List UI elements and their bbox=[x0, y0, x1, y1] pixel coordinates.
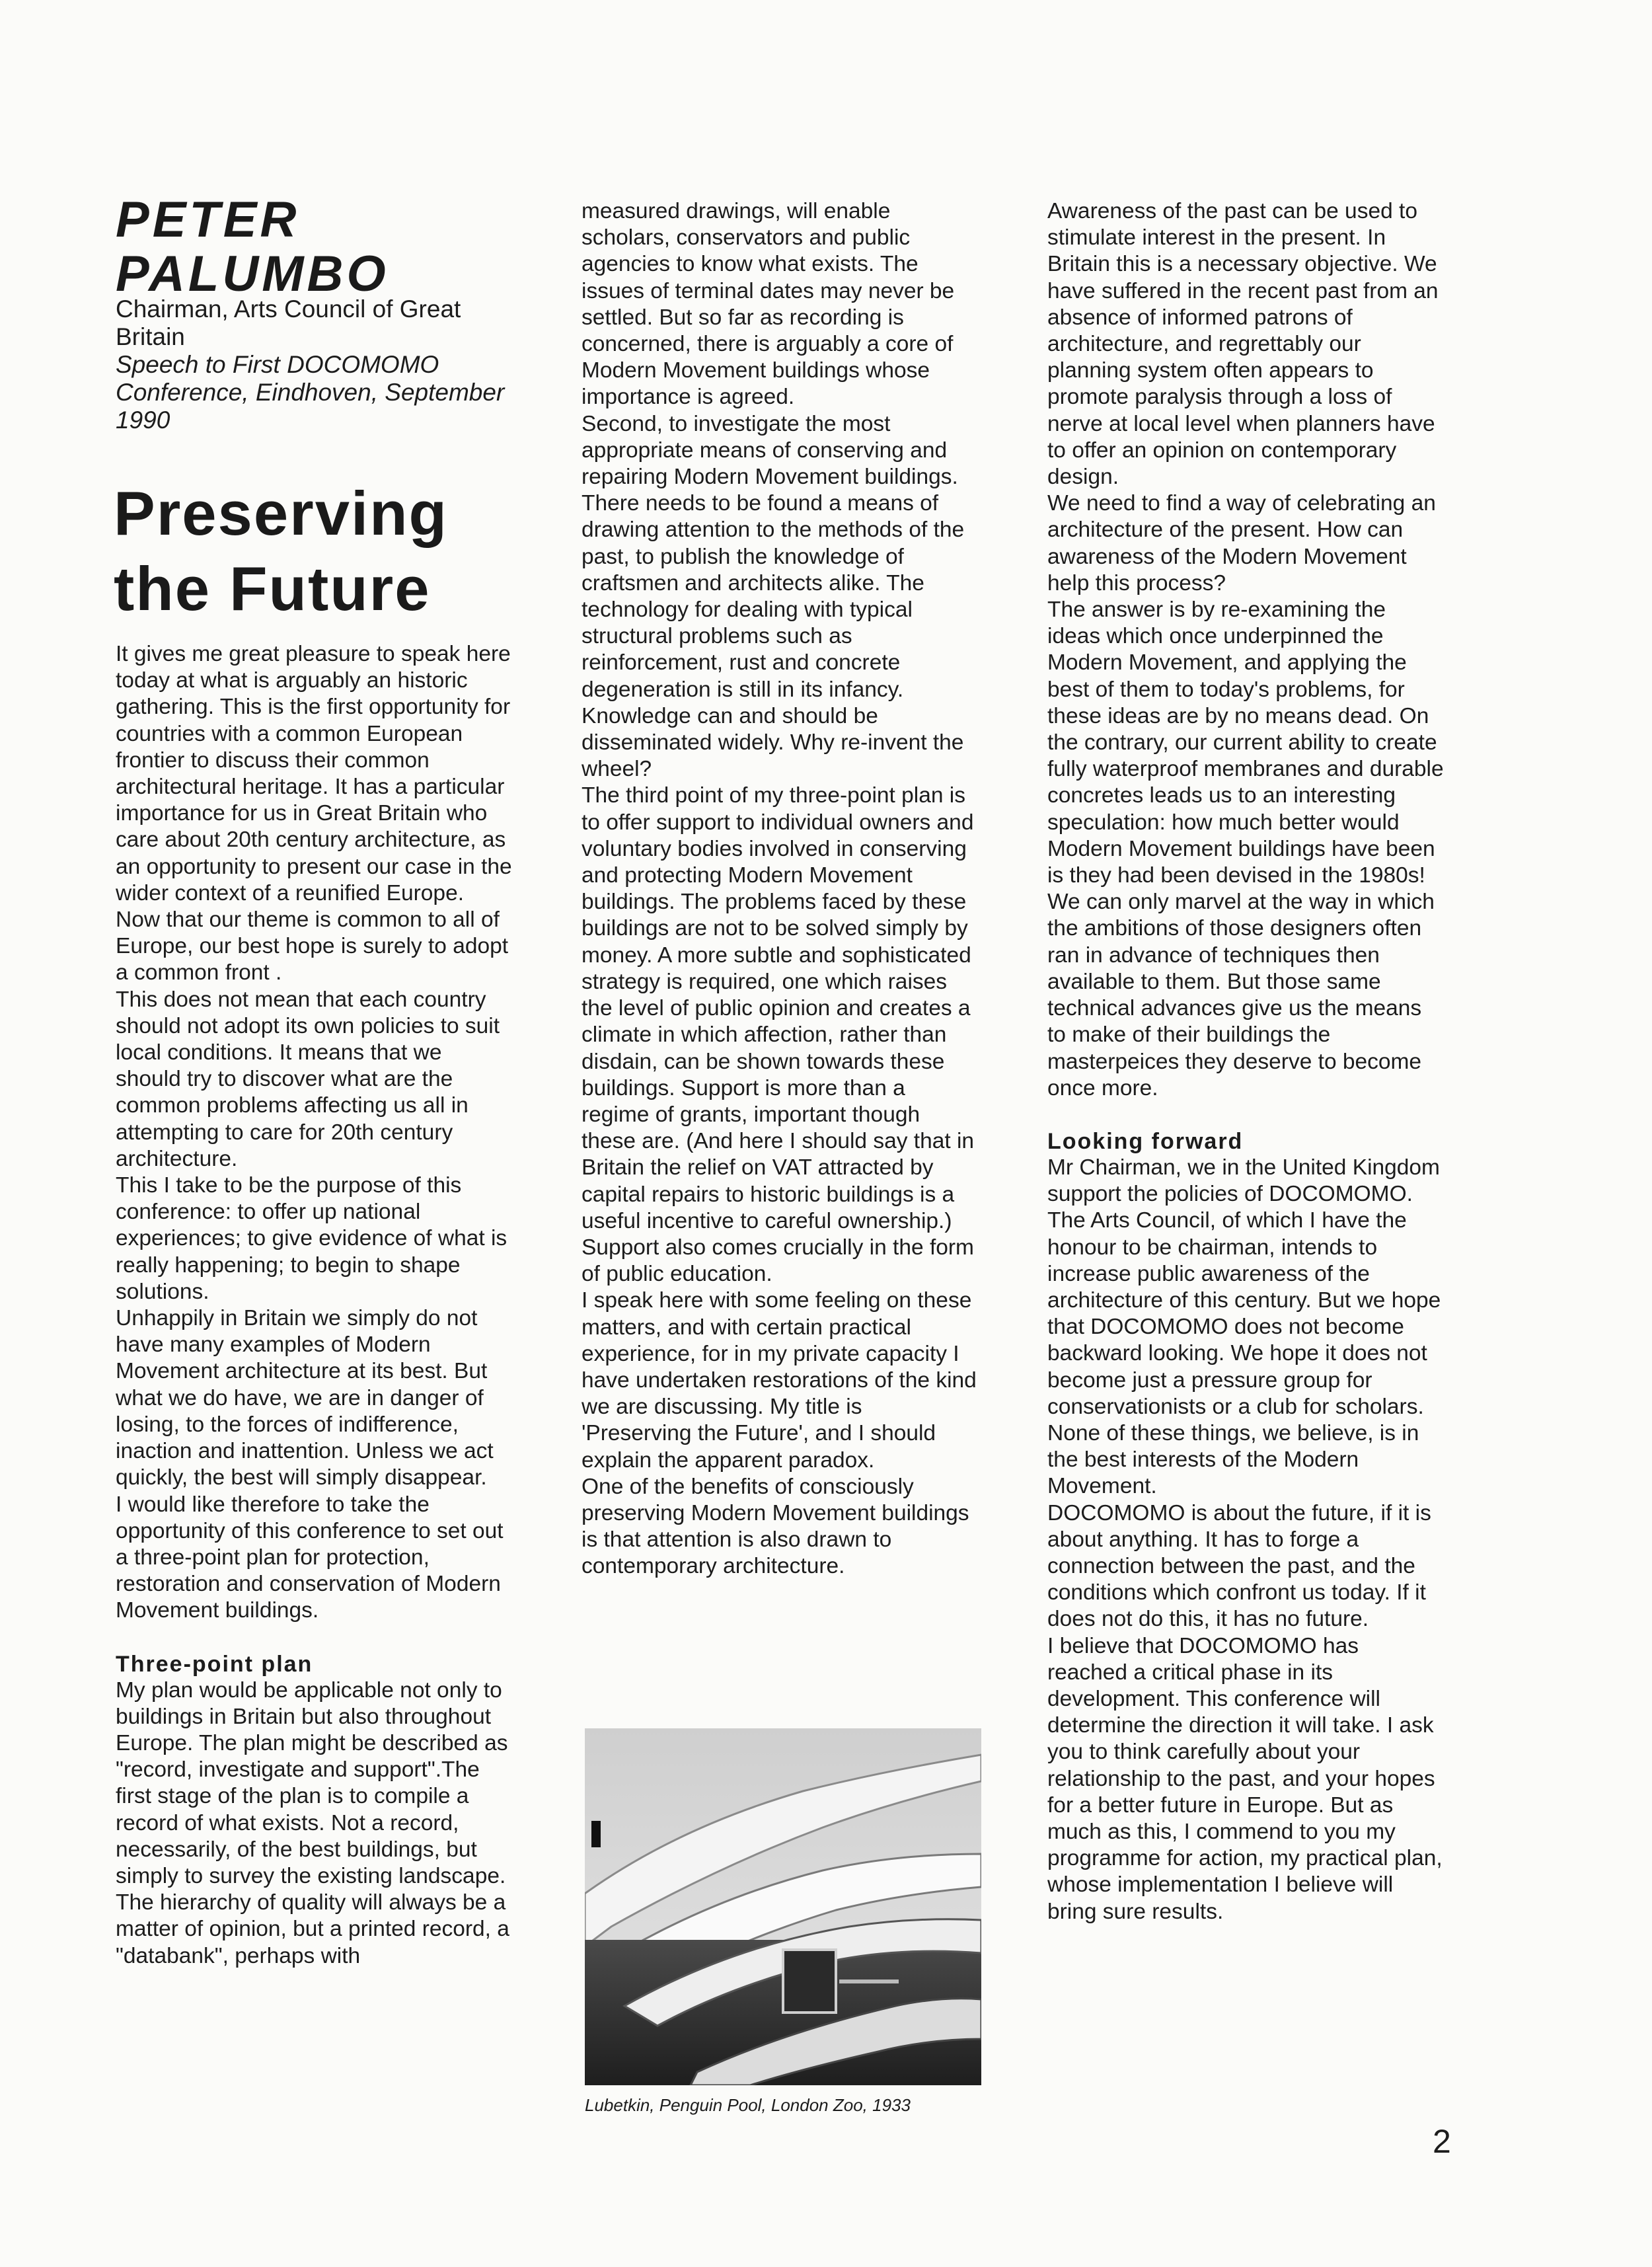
author-affiliation: Chairman, Arts Council of Great Britain bbox=[116, 295, 461, 350]
paragraph: The third point of my three-point plan is to offer support to individual owners and voluntary bodies involved in conserving and protecting Modern Movement buildings. The problems faced by these buildings are not to be solved simply by money. A more subtle and sophisticated strategy is required, one which raises the level of public opinion and creates a climate in which affection, rather than disdain, can be shown towards these buildings. Support is more than a regime of grants, important though these are. (And here I should say that in Britain the relief on VAT attracted by capital repairs to historic buildings is a useful incentive to careful ownership.) Support also comes crucially in the form of public education. bbox=[582, 783, 975, 1287]
paragraph: I speak here with some feeling on these matters, and with certain practical experience, for in my private capacity I have undertaken restorations of the kind we are discussing. My title is 'Preserving the Future', and I should explain the apparent paradox. bbox=[582, 1288, 977, 1473]
paragraph: We need to find a way of celebrating an architecture of the present. How can awareness of the Modern Movement help this process? bbox=[1047, 491, 1436, 596]
paragraph: Mr Chairman, we in the United Kingdom support the policies of DOCOMOMO. The Arts Council, of which I have the honour to be chairman, intends to increase public awareness of the architecture of this century. But we hope that DOCOMOMO does not become backward looking. We hope it does not become just a pressure group for conservationists or a club for scholars. None of these things, we believe, is in the best interests of the Modern Movement. bbox=[1047, 1155, 1441, 1499]
doorway bbox=[783, 1950, 836, 2013]
paragraph: It gives me great pleasure to speak here today at what is arguably an historic gathering. This is the first opportunity for countries with a common European frontier to discuss their common architectural heritage. It has a particular importance for us in Great Britain who care about 20th century architecture, as an opportunity to present our case in the wider context of a reunified Europe. bbox=[116, 642, 512, 905]
penguin-pool-photo bbox=[585, 1728, 981, 2085]
paragraph: Awareness of the past can be used to stimulate interest in the present. In Britain this is a necessary objective. We have suffered in the recent past from an absence of informed patrons of architecture, and regrettably our planning system often appears to promote paralysis through a loss of nerve at local level when planners have to offer an opinion on contemporary design. bbox=[1047, 199, 1439, 490]
paragraph: I believe that DOCOMOMO has reached a critical phase in its development. This conference will determine the direction it will take. I ask you to think carefully about your relationship to the past, and your hopes for a better future in Europe. But as much as this, I commend to you my programme for action, my practical plan, whose implementation I believe will bring sure results. bbox=[1047, 1633, 1443, 1924]
speech-details: Speech to First DOCOMOMO Conference, Eindhoven, September 1990 bbox=[116, 351, 505, 434]
railing bbox=[839, 1979, 899, 1983]
photo-caption: Lubetkin, Penguin Pool, London Zoo, 1933 bbox=[585, 2095, 911, 2115]
paragraph: One of the benefits of consciously preserving Modern Movement buildings is that attention is also drawn to contemporary architecture. bbox=[582, 1474, 969, 1579]
author-affiliation-block bbox=[116, 295, 512, 434]
column-3-text bbox=[1047, 198, 1444, 1925]
paragraph: My plan would be applicable not only to buildings in Britain but also throughout Europe. The plan might be described as "record, investigate and support".The first stage of the plan is to compile a record of what exists. Not a record, necessarily, of the best buildings, but simply to survey the existing landscape. The hierarchy of quality will always be a matter of opinion, but a printed record, a "databank", perhaps with bbox=[116, 1677, 509, 1968]
page-number: 2 bbox=[1433, 2123, 1451, 2160]
paragraph: DOCOMOMO is about the future, if it is about anything. It has to forge a connection between the past, and the conditions which confront us today. If it does not do this, it has no future. bbox=[1047, 1500, 1431, 1632]
spacer bbox=[116, 1625, 512, 1651]
paragraph: The answer is by re-examining the ideas which once underpinned the Modern Movement, and applying the best of them to today's problems, for these ideas are by no means dead. On the contrary, our current ability to create fully waterproof membranes and durable concretes leads us to an interesting speculation: how much better would Modern Movement buildings have been is they had been devised in the 1980s! We can only marvel at the way in which the ambitions of those designers often ran in advance of techniques then available to them. But those same technical advances give us the means to make of their buildings the masterpeices they deserve to become once more. bbox=[1047, 597, 1444, 1100]
subheading-three-point-plan: Three-point plan bbox=[116, 1651, 313, 1677]
paragraph: Now that our theme is common to all of Europe, our best hope is surely to adopt a common front . bbox=[116, 907, 509, 985]
column-2-text bbox=[582, 198, 978, 1580]
penguin-pool-illustration bbox=[585, 1728, 981, 2085]
tree-silhouette bbox=[591, 1821, 601, 1847]
subheading-looking-forward: Looking forward bbox=[1047, 1128, 1244, 1154]
paragraph: This does not mean that each country should not adopt its own policies to suit local conditions. It means that we should try to discover what are the common problems affecting us all in attempting to care for 20th century architecture. bbox=[116, 987, 500, 1171]
article-title: Preserving the Future bbox=[114, 479, 448, 623]
column-1-text bbox=[116, 641, 512, 1970]
spacer bbox=[1047, 1102, 1444, 1128]
paragraph: Unhappily in Britain we simply do not have many examples of Modern Movement architecture at its best. But what we do have, we are in danger of losing, to the forces of indifference, inaction and inattention. Unless we act quickly, the best will simply disappear. bbox=[116, 1306, 494, 1490]
author-name: PETER PALUMBO bbox=[116, 192, 389, 302]
paragraph: I would like therefore to take the opportunity of this conference to set out a three-point plan for protection, restoration and conservation of Modern Movement buildings. bbox=[116, 1492, 504, 1623]
paragraph: measured drawings, will enable scholars, conservators and public agencies to know what exists. The issues of terminal dates may never be settled. But so far as recording is concerned, there is arguably a core of Modern Movement buildings whose importance is agreed. bbox=[582, 199, 955, 410]
paragraph: This I take to be the purpose of this conference: to offer up national experiences; to give evidence of what is really happening; to begin to shape solutions. bbox=[116, 1173, 507, 1304]
paragraph: Second, to investigate the most appropriate means of conserving and repairing Modern Movement buildings. There needs to be found a means of drawing attention to the methods of the past, to publish the knowledge of craftsmen and architects alike. The technology for dealing with typical structural problems such as reinforcement, rust and concrete degeneration is still in its infancy. Knowledge can and should be disseminated widely. Why re-invent the wheel? bbox=[582, 411, 965, 782]
